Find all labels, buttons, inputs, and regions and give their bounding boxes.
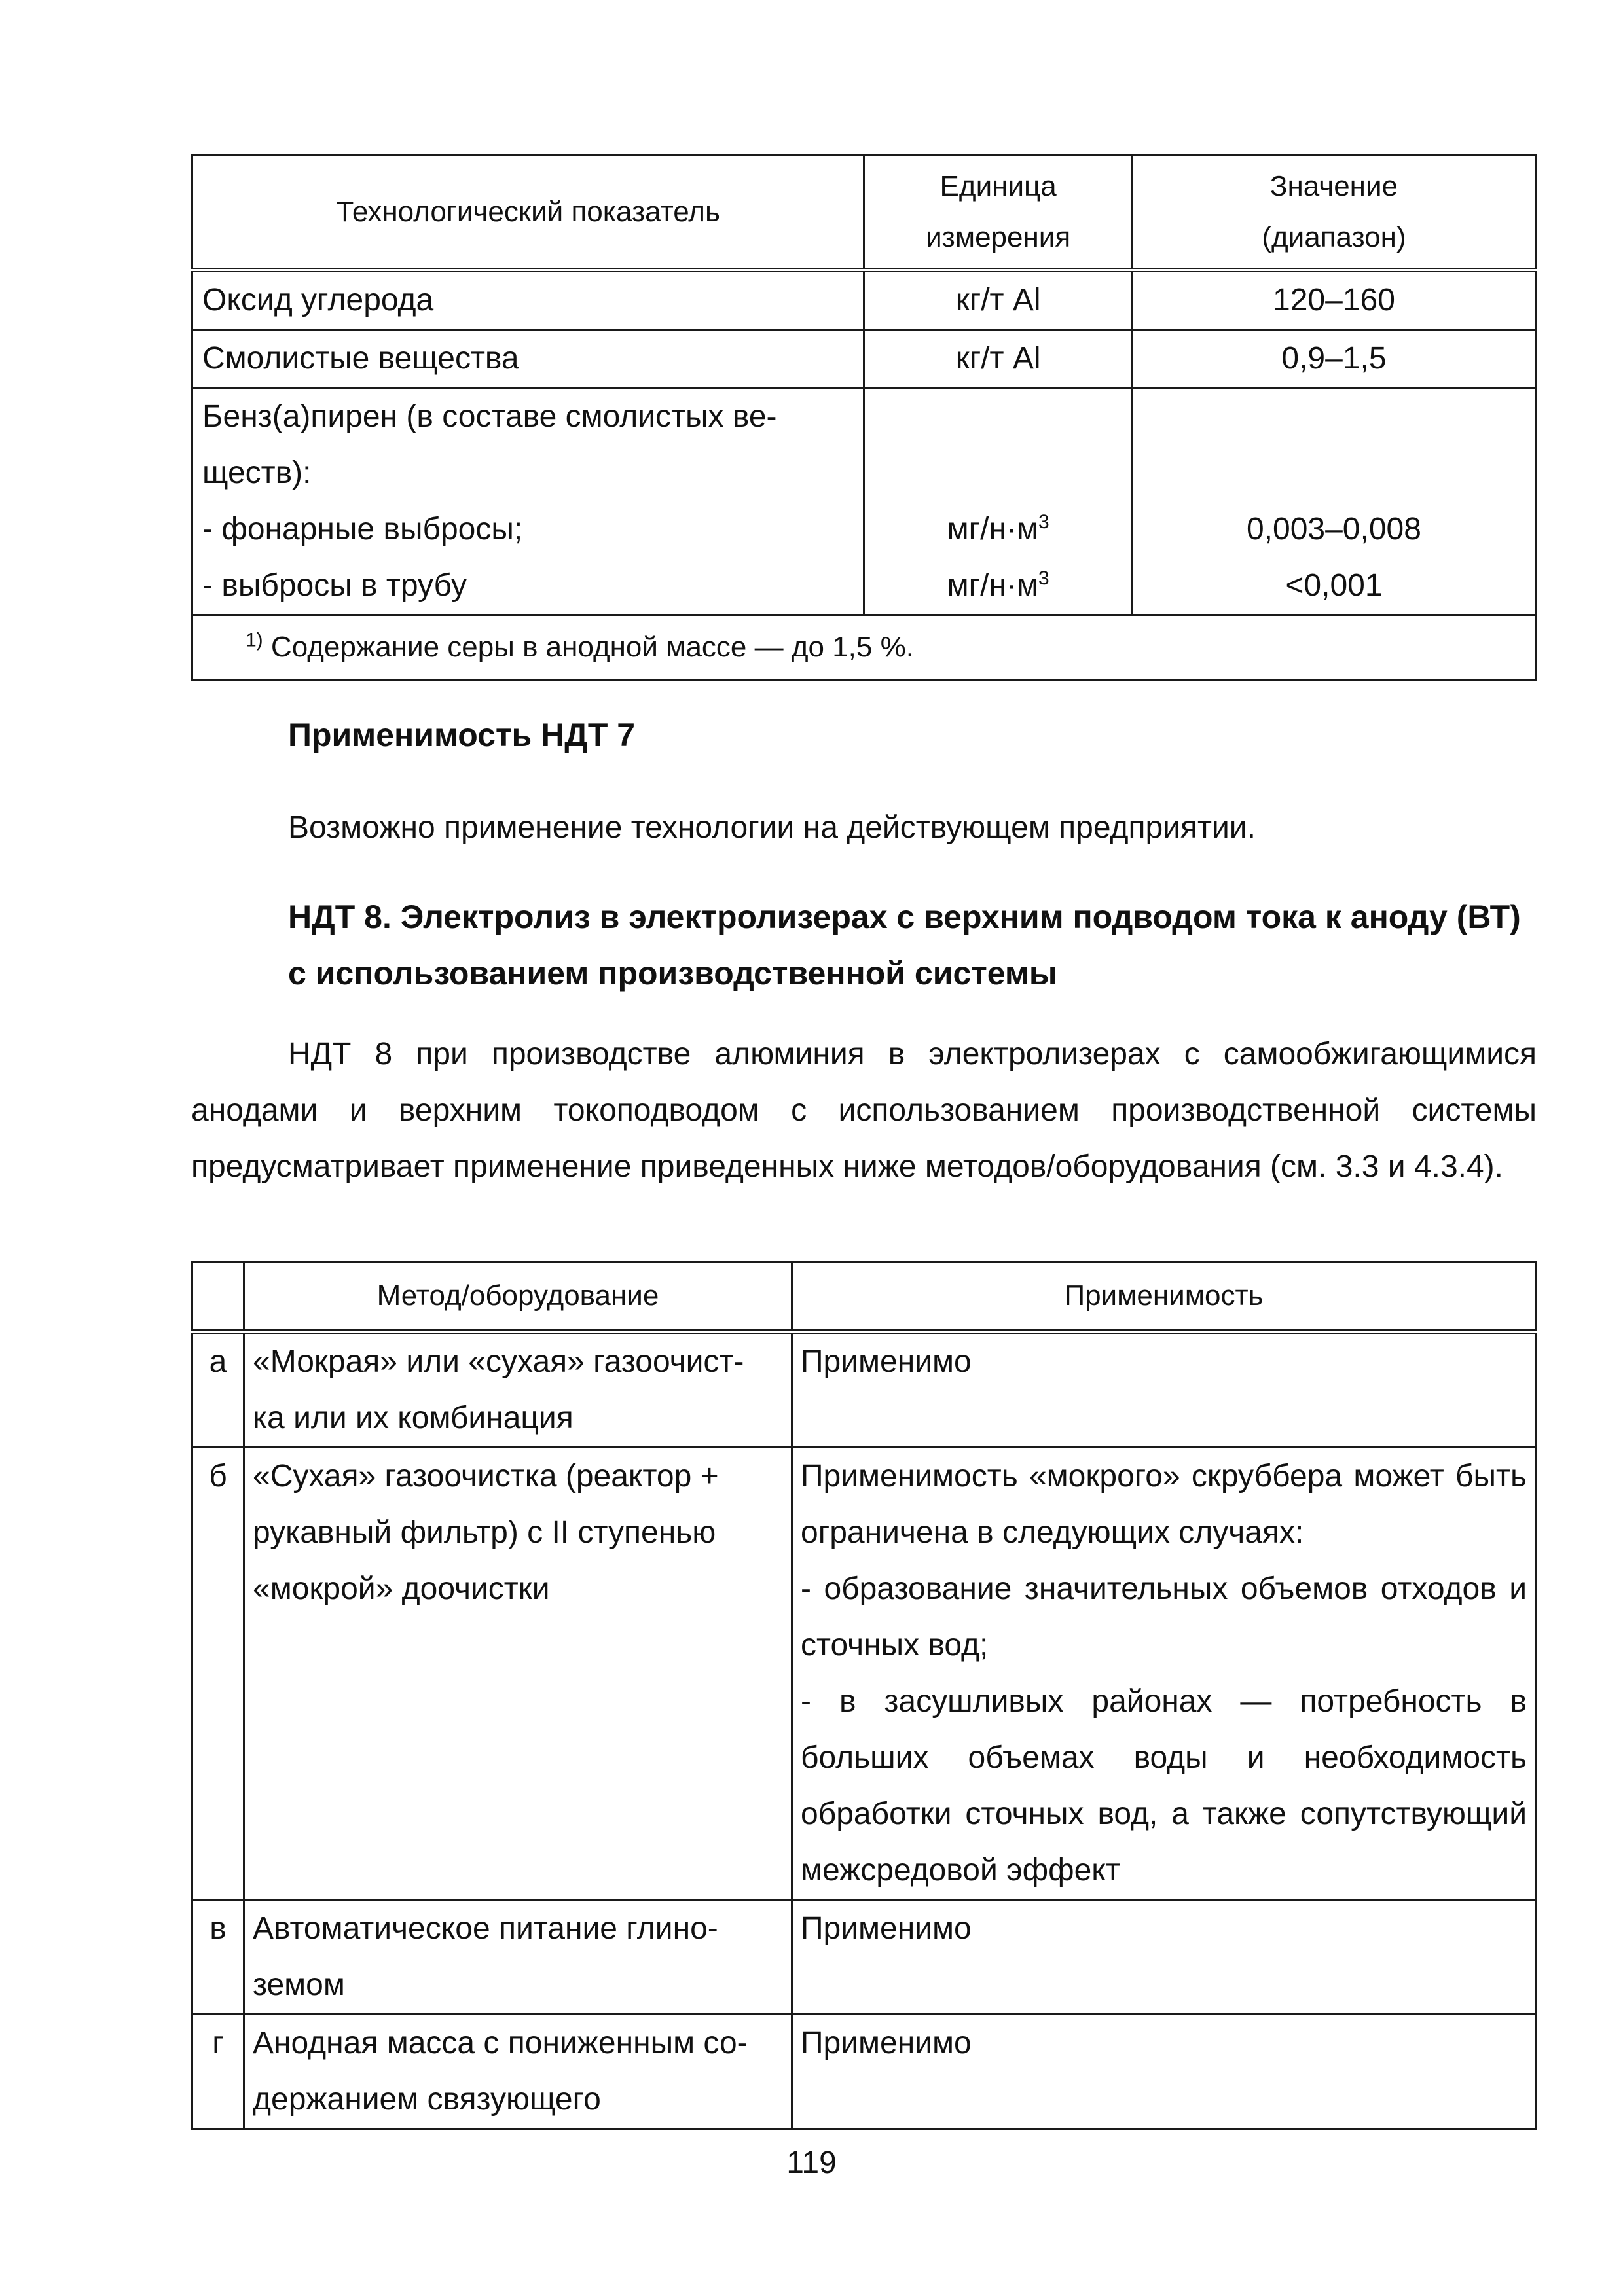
header-value: Значение (диапазон) (1132, 156, 1535, 270)
method-cell: Анодная масса с пониженным со- держанием связующего (244, 2015, 792, 2129)
header-applicability: Применимость (792, 1262, 1536, 1332)
applicability-cell: Применимость «мокрого» скруббера может быть ограничена в следующих случаях: - образование значительных объемов отходов и сточных вод; - в засушливых районах — потребность в больших объемах воды и необходимость обработки сточных вод, а также сопутствующий межсредовой эффект (792, 1448, 1536, 1900)
indicator-cell: Оксид углерода (192, 270, 864, 330)
header-indicator: Технологический показатель (192, 156, 864, 270)
applicability-cell: Применимо (792, 1332, 1536, 1448)
emissions-table (191, 154, 1537, 681)
ndt8-paragraph: НДТ 8 при производстве алюминия в электролизерах с самообжигающимися анодами и верхним токоподводом с использованием производственной системы предусматривает применение приведенных ниже методов/оборудования (см. 3.3 и 4.3.4). (191, 1037, 1537, 1184)
applicability-cell: Применимо (792, 2015, 1536, 2129)
value-cell: 0,003–0,008 <0,001 (1132, 388, 1535, 615)
page-number: 119 (786, 2145, 837, 2180)
table-row (192, 388, 1536, 615)
indicator-cell: Смолистые вещества (192, 330, 864, 388)
table-row (192, 1900, 1536, 2015)
table-header-row (192, 156, 1536, 270)
table-row (192, 2015, 1536, 2129)
method-cell: Автоматическое питание глино- земом (244, 1900, 792, 2015)
applicability-cell: Применимо (792, 1900, 1536, 2015)
table-row (192, 330, 1536, 388)
row-letter: б (192, 1448, 244, 1900)
applicability-heading: Применимость НДТ 7 (288, 717, 636, 753)
unit-cell: $мг/н\cdot м^3$ $мг/н\cdot м^3$ (864, 388, 1133, 615)
unit-cell: кг/т Al (864, 270, 1133, 330)
unit-cell: кг/т Al (864, 330, 1133, 388)
row-letter: г (192, 2015, 244, 2129)
row-letter: а (192, 1332, 244, 1448)
header-unit: Единица измерения (864, 156, 1133, 270)
methods-table (191, 1261, 1537, 2130)
applicability-text: Возможно применение технологии на действующем предприятии. (288, 810, 1256, 845)
header-letter (192, 1262, 244, 1332)
ndt8-heading-line2: с использованием производственной системы (288, 955, 1057, 992)
table-row (192, 1332, 1536, 1448)
table-row (192, 270, 1536, 330)
footnote-row (192, 615, 1536, 680)
table-row (192, 1448, 1536, 1900)
method-cell: «Мокрая» или «сухая» газоочист- ка или их комбинация (244, 1332, 792, 1448)
ndt8-heading-line1: НДТ 8. Электролиз в электролизерах с верхним подводом тока к аноду (ВТ) (288, 899, 1521, 935)
value-cell: 0,9–1,5 (1132, 330, 1535, 388)
header-method: Метод/оборудование (244, 1262, 792, 1332)
value-cell: 120–160 (1132, 270, 1535, 330)
row-letter: в (192, 1900, 244, 2015)
footnote: $^{1)}$ Содержание серы в анодной массе — до 1,5 %. (192, 615, 1536, 680)
method-cell: «Сухая» газоочистка (реактор + рукавный фильтр) с II ступенью «мокрой» доочистки (244, 1448, 792, 1900)
table-header-row (192, 1262, 1536, 1332)
indicator-cell: Бенз(а)пирен (в составе смолистых ве- ществ): - фонарные выбросы; - выбросы в трубу (192, 388, 864, 615)
